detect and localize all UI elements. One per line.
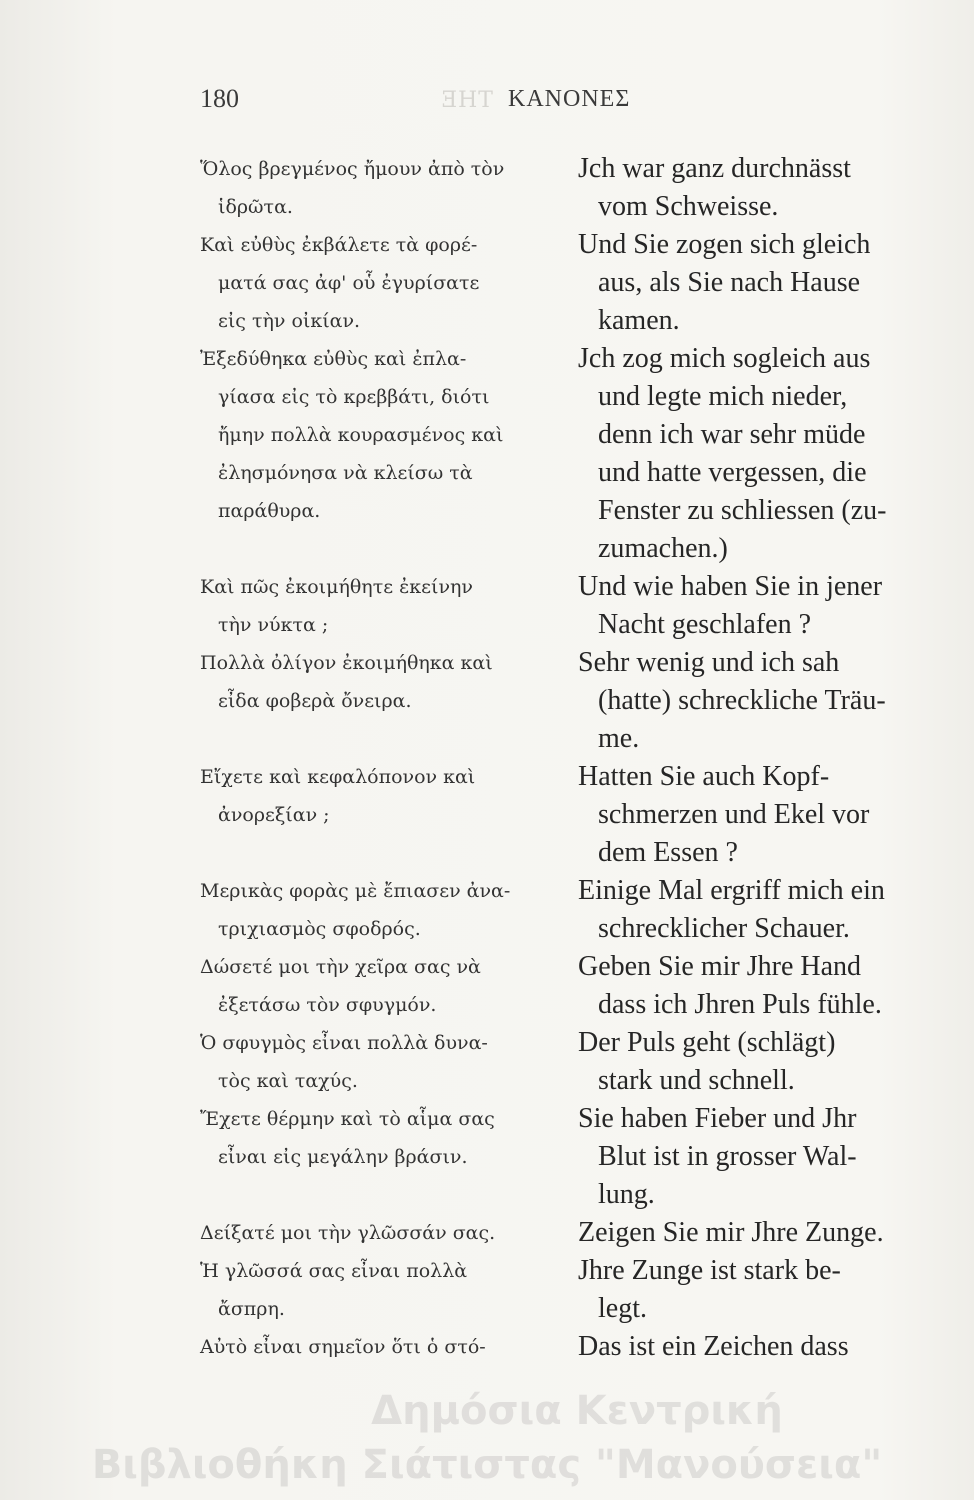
phrase-entry	[200, 1328, 925, 1366]
german-line: schmerzen und Ekel vor	[598, 799, 870, 830]
phrase-entry	[200, 150, 925, 226]
greek-line: παράθυρα.	[218, 500, 321, 522]
greek-line: Εἴχετε καὶ κεφαλόπονον καὶ	[200, 766, 476, 788]
german-line: dem Essen ?	[598, 837, 738, 868]
greek-line: ἤμην πολλὰ κουρασμένος καὶ	[218, 424, 504, 446]
german-line: und legte mich nieder,	[598, 381, 848, 412]
german-line: legt.	[598, 1293, 647, 1324]
phrase-list	[200, 150, 925, 1366]
german-line: zumachen.)	[598, 533, 728, 564]
german-line: kamen.	[598, 305, 680, 336]
greek-line: γίασα εἰς τὸ κρεββάτι, διότι	[218, 386, 490, 408]
german-line: aus, als Sie nach Hause	[598, 267, 861, 298]
phrase-entry	[200, 872, 925, 948]
greek-line: εἶδα φοβερὰ ὄνειρα.	[218, 690, 412, 712]
german-line: (hatte) schreckliche Träu-	[598, 685, 886, 716]
greek-line: Αὐτὸ εἶναι σημεῖον ὅτι ὁ στό-	[200, 1336, 486, 1358]
page-number: 180	[200, 84, 239, 113]
german-line: Das ist ein Zeichen dass	[578, 1331, 849, 1362]
greek-line: Δείξατέ μοι τὴν γλῶσσάν σας.	[200, 1222, 496, 1244]
bleed-through-text: THE	[440, 88, 493, 113]
german-line: me.	[598, 723, 640, 754]
greek-phrase	[200, 568, 570, 644]
greek-line: ἐξετάσω τὸν σφυγμόν.	[218, 994, 437, 1016]
greek-phrase	[200, 1252, 570, 1328]
german-line: Blut ist in grosser Wal-	[598, 1141, 857, 1172]
german-line: Jch zog mich sogleich aus	[578, 343, 871, 374]
running-head: ΚΑΝΟΝΕΣ	[508, 86, 631, 112]
greek-phrase	[200, 1024, 570, 1100]
page-header	[200, 84, 920, 124]
german-phrase	[570, 758, 915, 872]
watermark-line-1: Δημόσια Κεντρική	[371, 1388, 783, 1434]
greek-line: Μερικὰς φορὰς μὲ ἔπιασεν ἀνα-	[200, 880, 511, 902]
greek-phrase	[200, 1214, 570, 1252]
german-phrase	[570, 226, 915, 340]
greek-phrase	[200, 226, 570, 340]
greek-line: ματά σας ἀφ' οὗ ἐγυρίσατε	[218, 272, 480, 294]
german-line: Sehr wenig und ich sah	[578, 647, 840, 678]
greek-phrase	[200, 872, 570, 948]
greek-line: τὴν νύκτα ;	[218, 614, 329, 636]
greek-line: Καὶ εὐθὺς ἐκβάλετε τὰ φορέ-	[200, 234, 478, 256]
german-line: lung.	[598, 1179, 655, 1210]
greek-line: ἀνορεξίαν ;	[218, 804, 330, 826]
german-line: Fenster zu schliessen (zu-	[598, 495, 887, 526]
greek-phrase	[200, 1100, 570, 1214]
phrase-entry	[200, 568, 925, 644]
german-line: Und Sie zogen sich gleich	[578, 229, 871, 260]
german-line: Und wie haben Sie in jener	[578, 571, 883, 602]
greek-line: εἶναι εἰς μεγάλην βράσιν.	[218, 1146, 468, 1168]
phrase-entry	[200, 1024, 925, 1100]
greek-phrase	[200, 1328, 570, 1366]
phrase-entry	[200, 758, 925, 872]
phrase-entry	[200, 226, 925, 340]
german-line: Einige Mal ergriff mich ein	[578, 875, 885, 906]
german-phrase	[570, 568, 915, 644]
greek-line: εἰς τὴν οἰκίαν.	[218, 310, 361, 332]
german-line: und hatte vergessen, die	[598, 457, 867, 488]
phrase-entry	[200, 1214, 925, 1252]
greek-line: τὸς καὶ ταχύς.	[218, 1070, 358, 1092]
german-line: Der Puls geht (schlägt)	[578, 1027, 836, 1058]
german-line: Hatten Sie auch Kopf-	[578, 761, 830, 792]
greek-line: ἐλησμόνησα νὰ κλείσω τὰ	[218, 462, 473, 484]
greek-line: Ὁ σφυγμὸς εἶναι πολλὰ δυνα-	[200, 1032, 488, 1054]
phrase-entry	[200, 340, 925, 568]
german-line: vom Schweisse.	[598, 191, 779, 222]
german-line: Sie haben Fieber und Jhr	[578, 1103, 857, 1134]
phrase-entry	[200, 1252, 925, 1328]
german-phrase	[570, 948, 915, 1024]
greek-phrase	[200, 948, 570, 1024]
german-line: Jch war ganz durchnässt	[578, 153, 851, 184]
german-line: schrecklicher Schauer.	[598, 913, 850, 944]
greek-phrase	[200, 150, 570, 226]
greek-line: ἄσπρη.	[218, 1298, 285, 1320]
german-line: dass ich Jhren Puls fühle.	[598, 989, 882, 1020]
phrase-entry	[200, 948, 925, 1024]
german-phrase	[570, 1024, 915, 1100]
german-line: Nacht geschlafen ?	[598, 609, 811, 640]
greek-line: Ἐξεδύθηκα εὐθὺς καὶ ἐπλα-	[200, 348, 467, 370]
german-phrase	[570, 644, 915, 758]
greek-phrase	[200, 758, 570, 872]
german-line: Geben Sie mir Jhre Hand	[578, 951, 862, 982]
greek-line: ἱδρῶτα.	[218, 196, 293, 218]
greek-line: Καὶ πῶς ἐκοιμήθητε ἐκείνην	[200, 576, 473, 598]
greek-line: Ἔχετε θέρμην καὶ τὸ αἷμα σας	[200, 1108, 495, 1130]
german-line: Jhre Zunge ist stark be-	[578, 1255, 841, 1286]
german-phrase	[570, 1252, 915, 1328]
greek-line: Πολλὰ ὀλίγον ἐκοιμήθηκα καὶ	[200, 652, 493, 674]
german-line: denn ich war sehr müde	[598, 419, 866, 450]
german-phrase	[570, 1328, 915, 1366]
greek-phrase	[200, 340, 570, 568]
phrase-entry	[200, 644, 925, 758]
greek-phrase	[200, 644, 570, 758]
greek-line: Ἡ γλῶσσά σας εἶναι πολλὰ	[200, 1260, 468, 1282]
german-phrase	[570, 150, 915, 226]
greek-line: Δώσετέ μοι τὴν χεῖρα σας νὰ	[200, 956, 481, 978]
german-line: Zeigen Sie mir Jhre Zunge.	[578, 1217, 884, 1248]
phrase-entry	[200, 1100, 925, 1214]
german-phrase	[570, 340, 915, 568]
german-phrase	[570, 872, 915, 948]
greek-line: τριχιασμὸς σφοδρός.	[218, 918, 421, 940]
watermark-line-2: Βιβλιοθήκη Σιάτιστας "Μανούσεια"	[91, 1442, 883, 1488]
german-phrase	[570, 1100, 915, 1214]
german-line: stark und schnell.	[598, 1065, 795, 1096]
german-phrase	[570, 1214, 915, 1252]
greek-line: Ὅλος βρεγμένος ἤμουν ἀπὸ τὸν	[200, 158, 505, 180]
